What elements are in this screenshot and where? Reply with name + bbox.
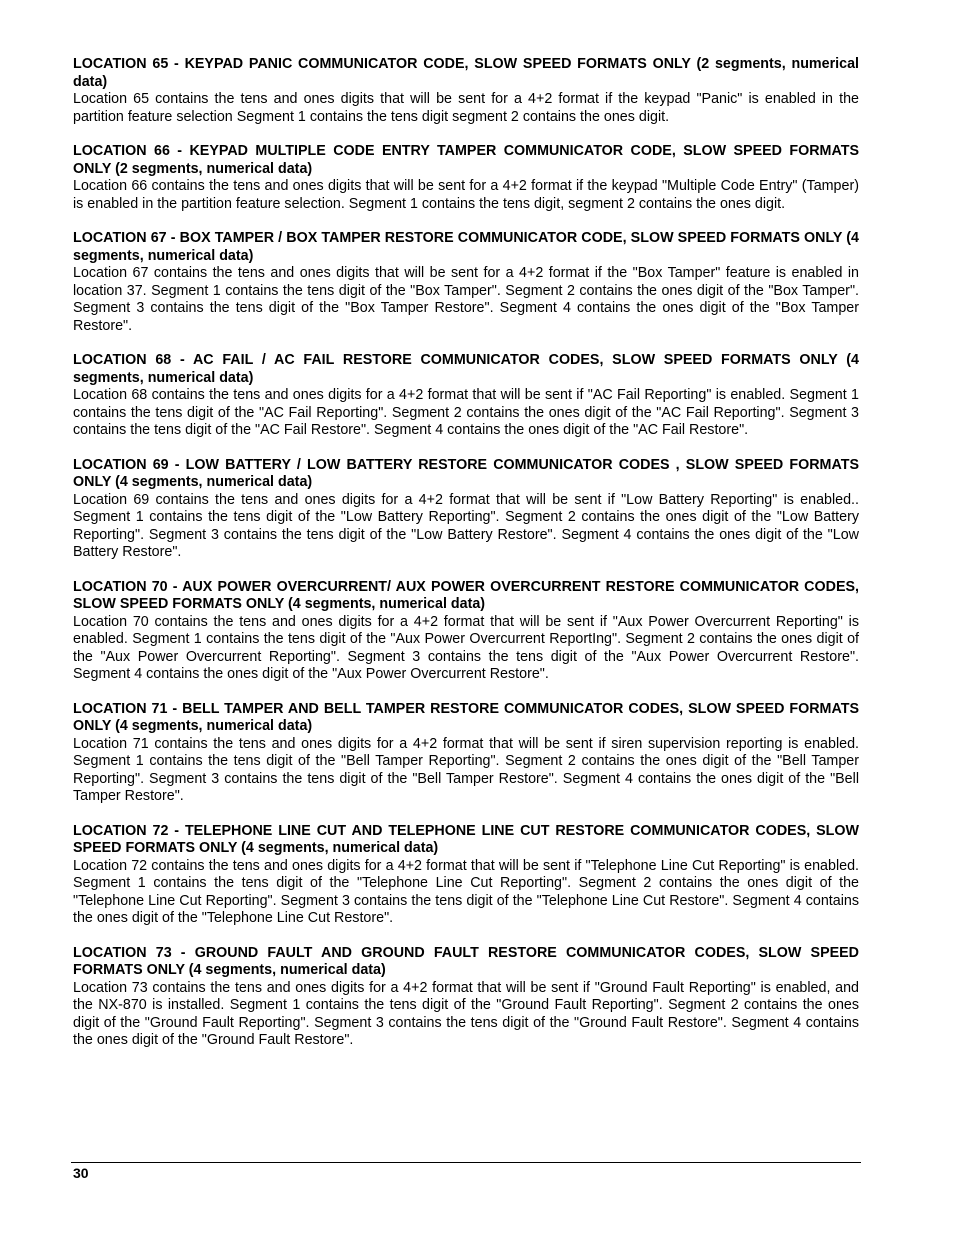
section-heading: LOCATION 69 - LOW BATTERY / LOW BATTERY RESTORE COMMUNICATOR CODES , SLOW SPEED FORMATS ONLY (4 segments, numerical data) [73,456,859,490]
section-location-73 [73,945,859,1050]
section-location-70 [73,579,859,684]
footer-divider [71,1162,861,1163]
section-body: Location 67 contains the tens and ones digits that will be sent for a 4+2 format if the "Box Tamper" feature is enabled in location 37. Segment 1 contains the tens digit of the "Box Tamper". Segment 2 contains the ones digit of the "Box Tamper". Segment 3 contains the tens digit of the "Box Tamper Restore". Segment 4 contains the ones digit of the "Box Tamper Restore". [73,265,859,334]
section-heading: LOCATION 67 - BOX TAMPER / BOX TAMPER RESTORE COMMUNICATOR CODE, SLOW SPEED FORMATS ONLY (4 segments, numerical data) [73,230,859,264]
section-location-67 [73,230,859,335]
section-body: Location 69 contains the tens and ones digits for a 4+2 format that will be sent if "Low Battery Reporting" is enabled.. Segment 1 contains the tens digit of the "Low Battery Reporting". Segment 2 contains the ones digit of the "Low Battery Reporting". Segment 3 contains the tens digit of the "Low Battery Restore". Segment 4 contains the ones digit of the "Low Battery Restore". [73,491,859,560]
section-location-66 [73,143,859,213]
section-location-69 [73,457,859,562]
section-heading: LOCATION 72 - TELEPHONE LINE CUT AND TELEPHONE LINE CUT RESTORE COMMUNICATOR CODES, SLOW SPEED FORMATS ONLY (4 segments, numerical data) [73,822,859,856]
section-body: Location 66 contains the tens and ones digits that will be sent for a 4+2 format if the keypad "Multiple Code Entry" (Tamper) is enabled in the partition feature selection. Segment 1 contains the tens digit, segment 2 contains the ones digit. [73,178,859,212]
section-heading: LOCATION 73 - GROUND FAULT AND GROUND FAULT RESTORE COMMUNICATOR CODES, SLOW SPEED FORMATS ONLY (4 segments, numerical data) [73,944,859,978]
section-body: Location 68 contains the tens and ones digits for a 4+2 format that will be sent if "AC Fail Reporting" is enabled. Segment 1 contains the tens digit of the "AC Fail Reporting". Segment 2 contains the ones digit of the "AC Fail Reporting". Segment 3 contains the tens digit of the "AC Fail Restore". Segment 4 contains the ones digit of the "AC Fail Restore". [73,387,859,438]
section-location-72 [73,823,859,928]
section-heading: LOCATION 70 - AUX POWER OVERCURRENT/ AUX POWER OVERCURRENT RESTORE COMMUNICATOR CODES, SLOW SPEED FORMATS ONLY (4 segments, numerical data) [73,578,859,612]
section-body: Location 65 contains the tens and ones digits that will be sent for a 4+2 format if the keypad "Panic" is enabled in the partition feature selection Segment 1 contains the tens digit segment 2 contains the ones digit. [73,91,859,125]
section-location-65 [73,56,859,126]
document-content [73,56,859,1067]
section-location-71 [73,701,859,806]
section-heading: LOCATION 68 - AC FAIL / AC FAIL RESTORE COMMUNICATOR CODES, SLOW SPEED FORMATS ONLY (4 segments, numerical data) [73,352,859,386]
section-location-68 [73,352,859,440]
section-heading: LOCATION 65 - KEYPAD PANIC COMMUNICATOR CODE, SLOW SPEED FORMATS ONLY (2 segments, numerical data) [73,56,859,90]
section-heading: LOCATION 71 - BELL TAMPER AND BELL TAMPER RESTORE COMMUNICATOR CODES, SLOW SPEED FORMATS ONLY (4 segments, numerical data) [73,700,859,734]
section-body: Location 73 contains the tens and ones digits for a 4+2 format that will be sent if "Ground Fault Reporting" is enabled, and the NX-870 is installed. Segment 1 contains the tens digit of the "Ground Fault Reporting". Segment 2 contains the ones digit of the "Ground Fault Reporting". Segment 3 contains the tens digit of the "Ground Fault Restore". Segment 4 contains the ones digit of the "Ground Fault Restore". [73,979,859,1048]
section-body: Location 70 contains the tens and ones digits for a 4+2 format that will be sent if "Aux Power Overcurrent Reporting" is enabled. Segment 1 contains the tens digit of the "Aux Power Overcurrent ReportIng". Segment 2 contains the ones digit of the "Aux Power Overcurrent Reporting". Segment 3 contains the tens digit of the "Aux Power Overcurrent Restore". Segment 4 contains the ones digit of the "Aux Power Overcurrent Restore". [73,613,859,682]
page-number: 30 [73,1165,89,1181]
section-body: Location 72 contains the tens and ones digits for a 4+2 format that will be sent if "Telephone Line Cut Reporting" is enabled. Segment 1 contains the tens digit of the "Telephone Line Cut Reporting". Segment 2 contains the ones digit of the "Telephone Line Cut Reporting". Segment 3 contains the tens digit of the "Telephone Line Cut Restore". Segment 4 contains the ones digit of the "Telephone Line Cut Restore". [73,857,859,926]
section-heading: LOCATION 66 - KEYPAD MULTIPLE CODE ENTRY TAMPER COMMUNICATOR CODE, SLOW SPEED FORMATS ONLY (2 segments, numerical data) [73,143,859,177]
section-body: Location 71 contains the tens and ones digits for a 4+2 format that will be sent if siren supervision reporting is enabled. Segment 1 contains the tens digit of the "Bell Tamper Reporting". Segment 2 contains the ones digit of the "Bell Tamper Reporting". Segment 3 contains the tens digit of the "Bell Tamper Restore". Segment 4 contains the ones digit of the "Bell Tamper Restore". [73,735,859,804]
